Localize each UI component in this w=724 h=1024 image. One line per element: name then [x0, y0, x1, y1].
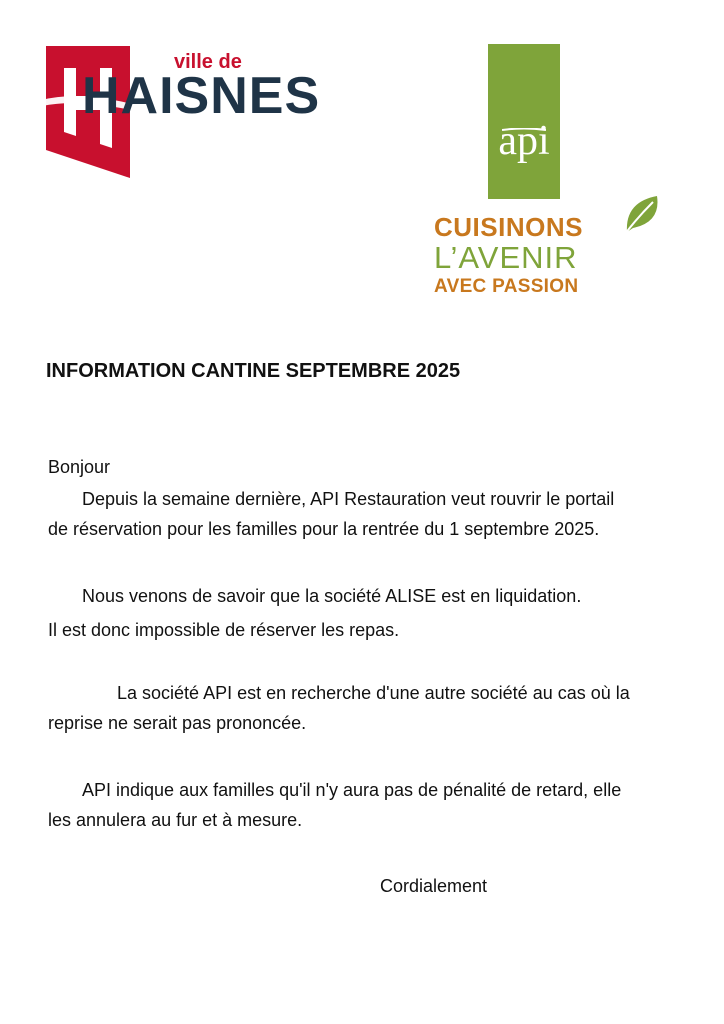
greeting: Bonjour [48, 457, 111, 477]
api-logo [488, 44, 560, 199]
haisnes-wordmark: HAISNES [82, 67, 321, 125]
api-tagline-2: L’AVENIR [434, 240, 578, 275]
closing: Cordialement [380, 876, 488, 896]
api-tagline-1: CUISINONS [434, 212, 583, 242]
api-logo-swoosh [502, 128, 546, 132]
paragraph-2-line-2: Il est donc impossible de réserver les repas. [48, 620, 400, 640]
paragraph-4-line-2: les annulera au fur et à mesure. [48, 810, 303, 830]
paragraph-2-line-1: Nous venons de savoir que la société ALISE est en liquidation. [82, 586, 582, 606]
paragraph-4-line-1: API indique aux familles qu'il n'y aura pas de pénalité de retard, elle [82, 780, 622, 800]
svg-text:ville de: ville de [174, 51, 242, 73]
haisnes-logo [40, 40, 330, 185]
paragraph-1-line-1: Depuis la semaine dernière, API Restauration veut rouvrir le portail [82, 489, 615, 509]
leaf-icon [623, 192, 661, 236]
paragraph-3-line-2: reprise ne serait pas prononcée. [48, 713, 307, 733]
paragraph-3-line-1: La société API est en recherche d'une autre société au cas où la [117, 683, 630, 703]
api-logo-text: api [498, 118, 550, 164]
document-title: INFORMATION CANTINE SEPTEMBRE 2025 [46, 360, 461, 382]
api-tagline-3: AVEC PASSION [434, 276, 579, 297]
paragraph-1-line-2: de réservation pour les familles pour la rentrée du 1 septembre 2025. [48, 519, 600, 539]
